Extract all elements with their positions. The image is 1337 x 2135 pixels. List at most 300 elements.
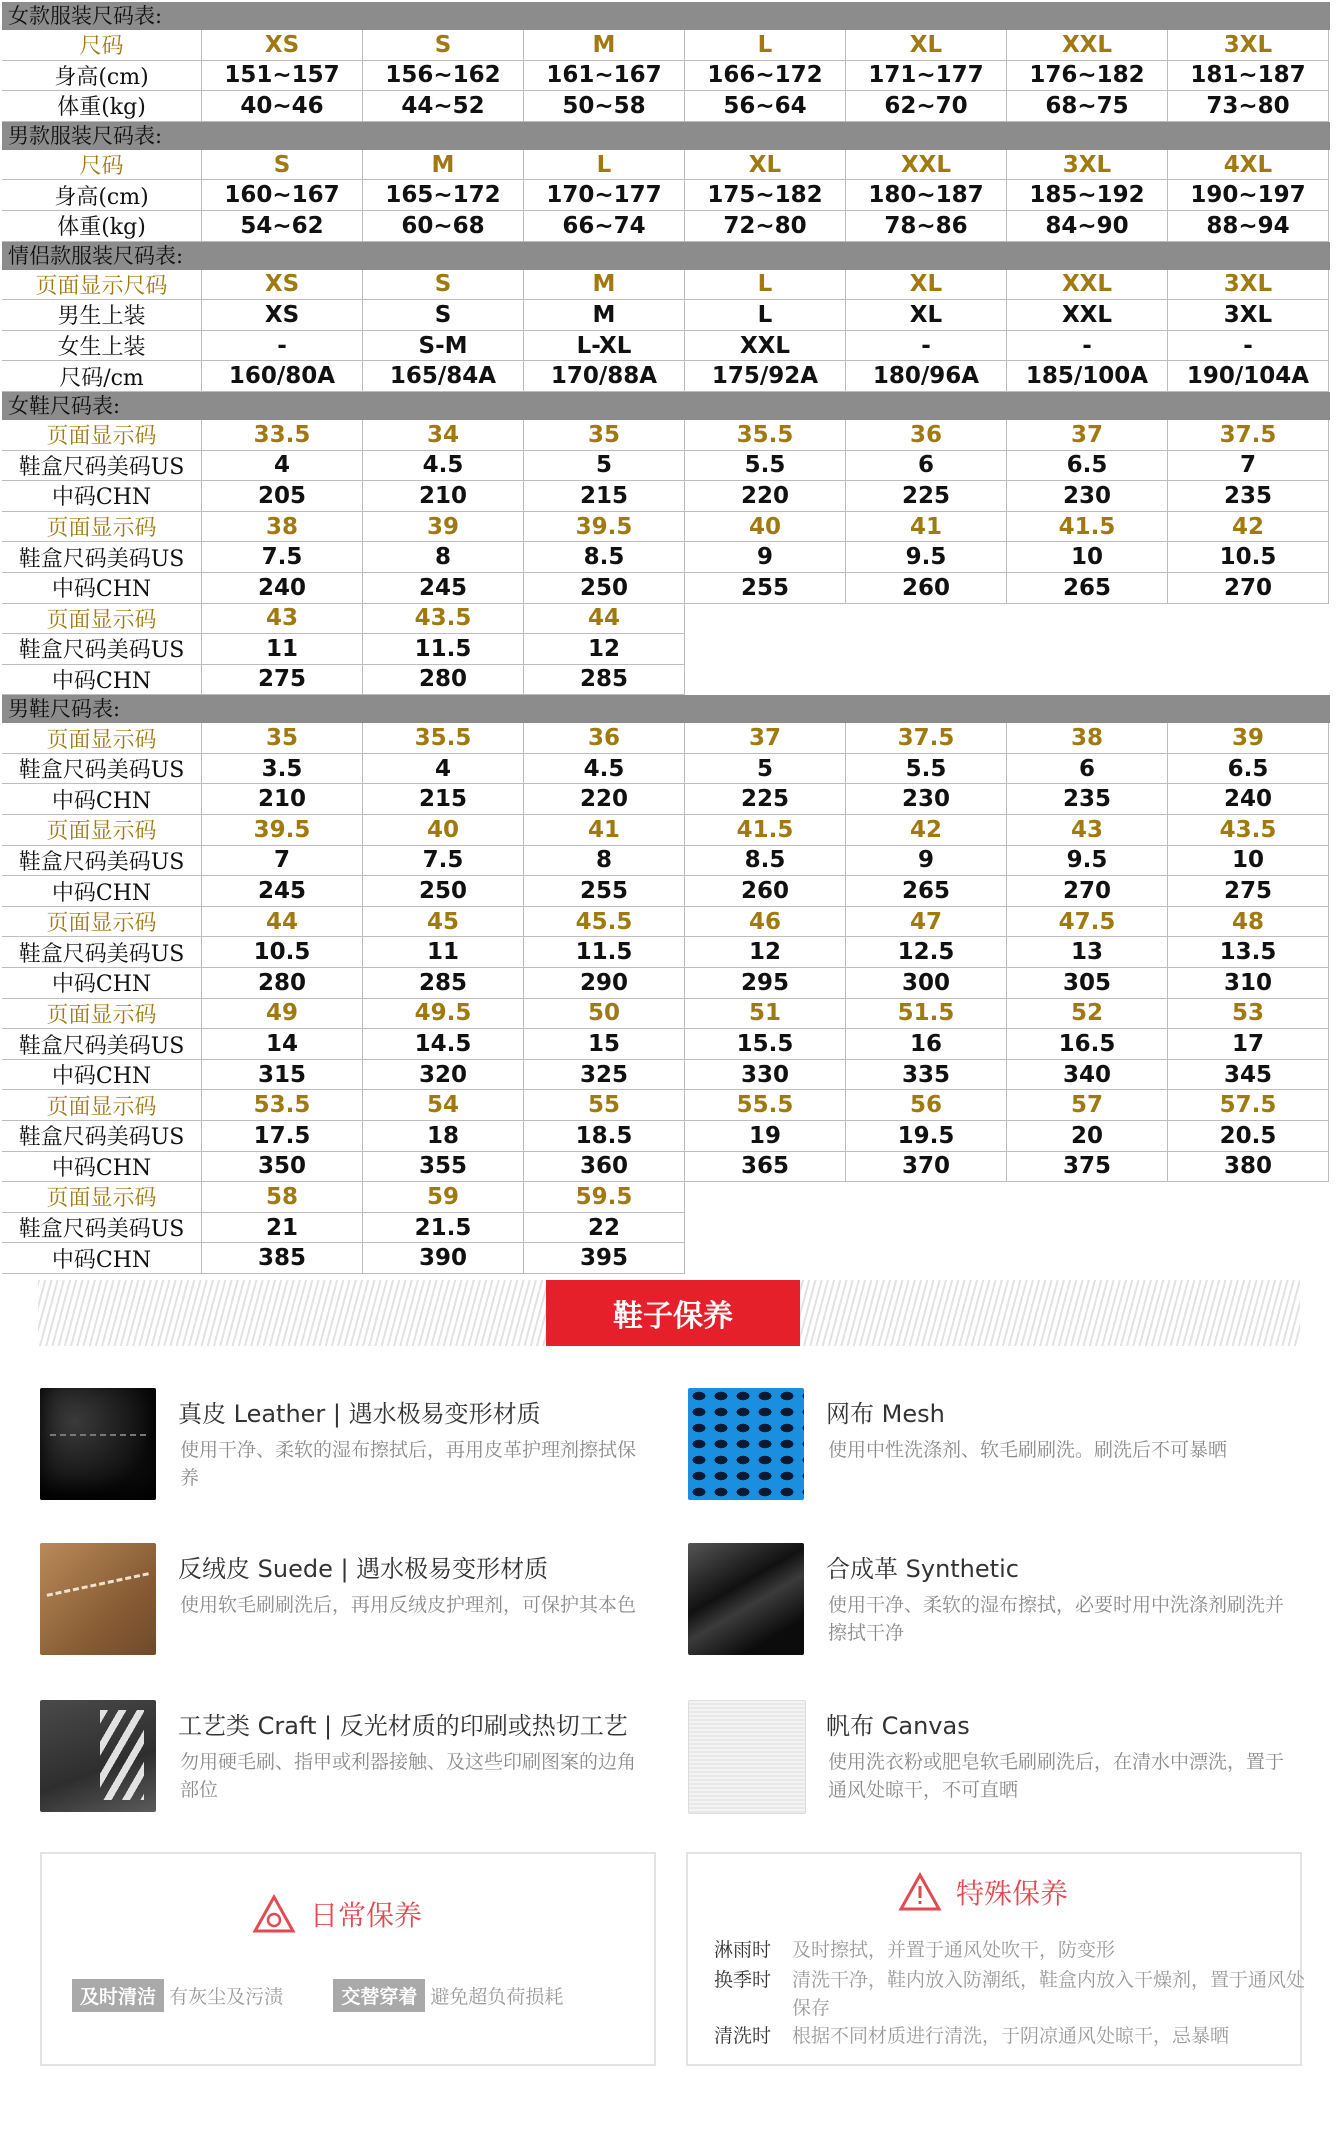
empty-cell (1007, 665, 1168, 696)
table-cell: 395 (524, 1243, 685, 1274)
table-cell: 56 (846, 1090, 1007, 1121)
row-label: 页面显示码 (2, 512, 202, 543)
table-cell: 35.5 (363, 723, 524, 754)
table-row (2, 1060, 1330, 1091)
table-row (2, 1243, 1330, 1274)
table-cell: 375 (1007, 1152, 1168, 1183)
table-cell: 310 (1168, 968, 1329, 999)
table-cell: 41 (524, 815, 685, 846)
care-title: 鞋子保养 (546, 1280, 800, 1346)
table-cell: 280 (202, 968, 363, 999)
table-cell: 7.5 (202, 542, 363, 573)
table-cell: 255 (685, 573, 846, 604)
row-label: 中码CHN (2, 1152, 202, 1183)
table-cell: 51 (685, 999, 846, 1030)
table-cell: 225 (685, 784, 846, 815)
table-cell: 3XL (1168, 270, 1329, 301)
table-cell: XL (685, 150, 846, 181)
table-cell: 330 (685, 1060, 846, 1091)
table-cell: 37.5 (846, 723, 1007, 754)
table-cell: 215 (363, 784, 524, 815)
table-cell: 21.5 (363, 1213, 524, 1244)
leather-texture-icon (40, 1388, 156, 1500)
row-label: 鞋盒尺码美码US (2, 1029, 202, 1060)
table-cell: 8.5 (685, 846, 846, 877)
table-cell: 161~167 (524, 61, 685, 92)
row-label: 鞋盒尺码美码US (2, 846, 202, 877)
empty-cell (685, 1243, 846, 1274)
material-desc: 使用干净、柔软的湿布擦拭后，再用皮革护理剂擦拭保养 (180, 1439, 637, 1489)
special-item (714, 2022, 1312, 2050)
daily-care-heading (252, 1894, 422, 1934)
table-cell: 6 (846, 451, 1007, 482)
table-cell: L-XL (524, 331, 685, 362)
table-row (2, 270, 1330, 301)
table-cell: 88~94 (1168, 211, 1329, 242)
table-cell: 385 (202, 1243, 363, 1274)
table-cell: 175/92A (685, 361, 846, 392)
table-cell: 235 (1168, 481, 1329, 512)
table-cell: XS (202, 270, 363, 301)
table-cell: XL (846, 300, 1007, 331)
table-cell: 355 (363, 1152, 524, 1183)
table-row (2, 907, 1330, 938)
row-label: 中码CHN (2, 665, 202, 696)
special-item-key: 换季时 (714, 1969, 772, 1991)
table-cell: 20 (1007, 1121, 1168, 1152)
table-cell: 35.5 (685, 420, 846, 451)
canvas-texture-icon (688, 1700, 806, 1814)
table-cell: 245 (363, 573, 524, 604)
special-item-value: 及时擦拭，并置于通风处吹干，防变形 (792, 1939, 1116, 1961)
table-row (2, 1090, 1330, 1121)
special-item-key: 淋雨时 (714, 1939, 772, 1961)
table-cell: 230 (1007, 481, 1168, 512)
table-cell: 260 (846, 573, 1007, 604)
table-cell: - (1007, 331, 1168, 362)
table-row (2, 937, 1330, 968)
table-cell: 300 (846, 968, 1007, 999)
table-cell: 280 (363, 665, 524, 696)
table-cell: 53 (1168, 999, 1329, 1030)
table-cell: 185/100A (1007, 361, 1168, 392)
table-cell: 156~162 (363, 61, 524, 92)
table-cell: S (202, 150, 363, 181)
table-cell: 9 (846, 846, 1007, 877)
table-cell: 325 (524, 1060, 685, 1091)
table-cell: 66~74 (524, 211, 685, 242)
material-title: 工艺类 Craft | 反光材质的印刷或热切工艺 (178, 1712, 628, 1740)
table-cell: 165~172 (363, 180, 524, 211)
table-cell: 58 (202, 1182, 363, 1213)
table-cell: 6.5 (1168, 754, 1329, 785)
table-cell: 7 (202, 846, 363, 877)
table-cell: 181~187 (1168, 61, 1329, 92)
empty-cell (1007, 604, 1168, 635)
table-cell: 68~75 (1007, 91, 1168, 122)
material-synthetic (688, 1543, 1308, 1663)
table-cell: 10 (1168, 846, 1329, 877)
table-row (2, 542, 1330, 573)
table-cell: 45 (363, 907, 524, 938)
table-cell: 3XL (1007, 150, 1168, 181)
table-cell: XS (202, 30, 363, 61)
table-cell: 36 (846, 420, 1007, 451)
table-cell: 13 (1007, 937, 1168, 968)
table-cell: 14.5 (363, 1029, 524, 1060)
table-cell: 4.5 (524, 754, 685, 785)
table-cell: 340 (1007, 1060, 1168, 1091)
empty-cell (685, 665, 846, 696)
table-cell: 49.5 (363, 999, 524, 1030)
row-label: 女生上装 (2, 331, 202, 362)
table-row (2, 361, 1330, 392)
table-cell: 20.5 (1168, 1121, 1329, 1152)
table-cell: 4XL (1168, 150, 1329, 181)
row-label: 页面显示码 (2, 1182, 202, 1213)
row-label: 中码CHN (2, 1243, 202, 1274)
table-cell: 215 (524, 481, 685, 512)
empty-cell (1007, 1213, 1168, 1244)
table-cell: 33.5 (202, 420, 363, 451)
table-cell: 6 (1007, 754, 1168, 785)
empty-cell (685, 604, 846, 635)
material-mesh (688, 1388, 1308, 1508)
table-cell: 3XL (1168, 300, 1329, 331)
table-cell: 35 (202, 723, 363, 754)
table-cell: 59.5 (524, 1182, 685, 1213)
table-cell: 185~192 (1007, 180, 1168, 211)
table-row (2, 300, 1330, 331)
table-cell: - (202, 331, 363, 362)
material-desc: 使用干净、柔软的湿布擦拭，必要时用中洗涤剂刷洗并擦拭干净 (828, 1594, 1285, 1644)
material-desc: 使用洗衣粉或肥皂软毛刷刷洗后，在清水中漂洗，置于通风处晾干，不可直晒 (828, 1751, 1285, 1801)
table-row (2, 451, 1330, 482)
row-label: 体重(kg) (2, 91, 202, 122)
table-cell: XXL (1007, 30, 1168, 61)
special-care-title: 特殊保养 (956, 1877, 1069, 1910)
empty-cell (846, 1243, 1007, 1274)
row-label: 鞋盒尺码美码US (2, 634, 202, 665)
table-cell: 275 (1168, 876, 1329, 907)
table-cell: S (363, 300, 524, 331)
special-item (714, 1966, 1312, 2022)
table-cell: 60~68 (363, 211, 524, 242)
table-cell: 38 (202, 512, 363, 543)
table-cell: XXL (1007, 300, 1168, 331)
table-cell: 15 (524, 1029, 685, 1060)
table-cell: 240 (1168, 784, 1329, 815)
table-cell: 176~182 (1007, 61, 1168, 92)
table-row (2, 634, 1330, 665)
table-row (2, 331, 1330, 362)
row-label: 男生上装 (2, 300, 202, 331)
table-cell: 315 (202, 1060, 363, 1091)
special-item-value: 根据不同材质进行清洗，于阴凉通风处晾干，忌暴晒 (792, 2025, 1230, 2047)
daily-care-tags (72, 1979, 563, 2012)
table-cell: 180~187 (846, 180, 1007, 211)
table-cell: L (685, 270, 846, 301)
table-cell: 57.5 (1168, 1090, 1329, 1121)
empty-cell (685, 1213, 846, 1244)
table-cell: 265 (846, 876, 1007, 907)
table-cell: 78~86 (846, 211, 1007, 242)
table-cell: M (524, 270, 685, 301)
table-cell: 18 (363, 1121, 524, 1152)
table-cell: 43 (202, 604, 363, 635)
table-cell: 4.5 (363, 451, 524, 482)
table-cell: 72~80 (685, 211, 846, 242)
table-cell: 245 (202, 876, 363, 907)
table-row (2, 573, 1330, 604)
table-cell: S (363, 270, 524, 301)
empty-cell (1007, 1182, 1168, 1213)
table-cell: 380 (1168, 1152, 1329, 1183)
table-cell: 47.5 (1007, 907, 1168, 938)
table-cell: 11.5 (363, 634, 524, 665)
table-cell: 41.5 (1007, 512, 1168, 543)
table-cell: 370 (846, 1152, 1007, 1183)
material-title: 帆布 Canvas (826, 1712, 970, 1740)
table-row (2, 784, 1330, 815)
table-cell: 175~182 (685, 180, 846, 211)
table-cell: 57 (1007, 1090, 1168, 1121)
tag-clean: 及时清洁 (72, 1979, 164, 2012)
table-cell: 160~167 (202, 180, 363, 211)
table-cell: 34 (363, 420, 524, 451)
table-cell: 55.5 (685, 1090, 846, 1121)
table-cell: 50~58 (524, 91, 685, 122)
row-label: 鞋盒尺码美码US (2, 754, 202, 785)
table-cell: 18.5 (524, 1121, 685, 1152)
table-row (2, 999, 1330, 1030)
table-cell: 42 (1168, 512, 1329, 543)
table-cell: 190~197 (1168, 180, 1329, 211)
table-cell: 275 (202, 665, 363, 696)
table-row (2, 61, 1330, 92)
table-cell: 54 (363, 1090, 524, 1121)
table-cell: 17 (1168, 1029, 1329, 1060)
table-cell: 39.5 (202, 815, 363, 846)
row-label: 页面显示码 (2, 907, 202, 938)
warning-triangle-icon (252, 1894, 296, 1934)
table-cell: XL (846, 270, 1007, 301)
row-label: 中码CHN (2, 1060, 202, 1091)
table-cell: M (524, 30, 685, 61)
table-cell: 360 (524, 1152, 685, 1183)
row-label: 页面显示码 (2, 604, 202, 635)
material-desc: 使用中性洗涤剂、软毛刷刷洗。刷洗后不可暴晒 (828, 1439, 1228, 1461)
row-label: 鞋盒尺码美码US (2, 937, 202, 968)
table-cell: 15.5 (685, 1029, 846, 1060)
table-cell: 40 (363, 815, 524, 846)
table-cell: 37 (685, 723, 846, 754)
row-label: 鞋盒尺码美码US (2, 1213, 202, 1244)
row-label: 页面显示码 (2, 1090, 202, 1121)
table-cell: 11 (202, 634, 363, 665)
table-cell: 4 (202, 451, 363, 482)
table-cell: 53.5 (202, 1090, 363, 1121)
special-item (714, 1936, 1312, 1964)
material-craft (40, 1700, 660, 1820)
material-desc: 勿用硬毛刷、指甲或利器接触、及这些印刷图案的边角部位 (180, 1751, 637, 1801)
table-cell: 10 (1007, 542, 1168, 573)
table-cell: 7.5 (363, 846, 524, 877)
table-cell: 3XL (1168, 30, 1329, 61)
row-label: 中码CHN (2, 876, 202, 907)
section-header: 男鞋尺码表: (2, 695, 1330, 723)
table-row (2, 180, 1330, 211)
material-leather (40, 1388, 660, 1508)
empty-cell (846, 604, 1007, 635)
table-row (2, 1121, 1330, 1152)
table-cell: 41.5 (685, 815, 846, 846)
row-label: 鞋盒尺码美码US (2, 542, 202, 573)
table-cell: 295 (685, 968, 846, 999)
table-row (2, 1152, 1330, 1183)
table-row (2, 211, 1330, 242)
table-cell: 255 (524, 876, 685, 907)
table-cell: XXL (1007, 270, 1168, 301)
table-cell: 48 (1168, 907, 1329, 938)
material-title: 真皮 Leather | 遇水极易变形材质 (178, 1400, 541, 1428)
table-cell: 37 (1007, 420, 1168, 451)
material-canvas (688, 1700, 1308, 1820)
table-cell: XXL (685, 331, 846, 362)
table-cell: 41 (846, 512, 1007, 543)
table-cell: 285 (524, 665, 685, 696)
daily-care-box (40, 1852, 656, 2066)
table-row (2, 723, 1330, 754)
table-cell: 250 (363, 876, 524, 907)
table-cell: 59 (363, 1182, 524, 1213)
row-label: 鞋盒尺码美码US (2, 451, 202, 482)
table-row (2, 846, 1330, 877)
craft-texture-icon (40, 1700, 156, 1812)
empty-cell (846, 634, 1007, 665)
table-cell: 5 (685, 754, 846, 785)
table-cell: 38 (1007, 723, 1168, 754)
table-cell: 52 (1007, 999, 1168, 1030)
material-title: 反绒皮 Suede | 遇水极易变形材质 (178, 1555, 549, 1583)
empty-cell (1168, 1213, 1329, 1244)
table-cell: 8 (524, 846, 685, 877)
row-label: 页面显示码 (2, 999, 202, 1030)
row-label: 身高(cm) (2, 61, 202, 92)
table-cell: 7 (1168, 451, 1329, 482)
table-cell: - (846, 331, 1007, 362)
row-label: 页面显示码 (2, 723, 202, 754)
table-cell: 6.5 (1007, 451, 1168, 482)
table-cell: 320 (363, 1060, 524, 1091)
table-cell: 205 (202, 481, 363, 512)
daily-care-title: 日常保养 (310, 1899, 423, 1932)
table-cell: 44 (202, 907, 363, 938)
section-header: 女款服装尺码表: (2, 2, 1330, 30)
suede-texture-icon (40, 1543, 156, 1655)
table-cell: 19 (685, 1121, 846, 1152)
table-cell: 12.5 (846, 937, 1007, 968)
row-label: 尺码/cm (2, 361, 202, 392)
table-cell: 260 (685, 876, 846, 907)
table-cell: 305 (1007, 968, 1168, 999)
table-cell: 270 (1168, 573, 1329, 604)
table-cell: 210 (363, 481, 524, 512)
tag-alternate-text: 避免超负荷损耗 (430, 1986, 564, 2008)
table-row (2, 754, 1330, 785)
table-cell: 390 (363, 1243, 524, 1274)
table-cell: 42 (846, 815, 1007, 846)
empty-cell (1168, 1182, 1329, 1213)
section-header: 男款服装尺码表: (2, 122, 1330, 150)
table-cell: 14 (202, 1029, 363, 1060)
table-cell: 73~80 (1168, 91, 1329, 122)
table-cell: - (1168, 331, 1329, 362)
table-cell: 270 (1007, 876, 1168, 907)
row-label: 尺码 (2, 30, 202, 61)
table-cell: 240 (202, 573, 363, 604)
table-cell: XXL (846, 150, 1007, 181)
table-cell: 49 (202, 999, 363, 1030)
table-row (2, 481, 1330, 512)
table-cell: 210 (202, 784, 363, 815)
empty-cell (846, 1213, 1007, 1244)
mesh-texture-icon (688, 1388, 804, 1500)
warning-icon (898, 1872, 942, 1912)
table-cell: 39.5 (524, 512, 685, 543)
row-label: 鞋盒尺码美码US (2, 1121, 202, 1152)
table-cell: 250 (524, 573, 685, 604)
table-cell: 56~64 (685, 91, 846, 122)
table-row (2, 512, 1330, 543)
table-cell: 171~177 (846, 61, 1007, 92)
table-cell: L (524, 150, 685, 181)
table-cell: 40~46 (202, 91, 363, 122)
table-cell: 39 (1168, 723, 1329, 754)
special-item-value: 清洗干净，鞋内放入防潮纸，鞋盒内放入干燥剂，置于通风处保存 (792, 1969, 1306, 2019)
empty-cell (846, 1182, 1007, 1213)
table-cell: 12 (685, 937, 846, 968)
table-cell: 51.5 (846, 999, 1007, 1030)
table-cell: 166~172 (685, 61, 846, 92)
table-cell: L (685, 30, 846, 61)
row-label: 中码CHN (2, 573, 202, 604)
table-cell: 345 (1168, 1060, 1329, 1091)
table-row (2, 876, 1330, 907)
row-label: 中码CHN (2, 784, 202, 815)
table-cell: 12 (524, 634, 685, 665)
row-label: 身高(cm) (2, 180, 202, 211)
table-cell: 45.5 (524, 907, 685, 938)
empty-cell (685, 1182, 846, 1213)
table-cell: 10.5 (1168, 542, 1329, 573)
table-cell: 190/104A (1168, 361, 1329, 392)
table-cell: 40 (685, 512, 846, 543)
table-cell: 180/96A (846, 361, 1007, 392)
table-cell: 10.5 (202, 937, 363, 968)
table-cell: 365 (685, 1152, 846, 1183)
table-row (2, 604, 1330, 635)
table-cell: 285 (363, 968, 524, 999)
table-cell: 17.5 (202, 1121, 363, 1152)
row-label: 中码CHN (2, 481, 202, 512)
table-cell: 170/88A (524, 361, 685, 392)
empty-cell (846, 665, 1007, 696)
table-cell: 4 (363, 754, 524, 785)
table-cell: 5.5 (685, 451, 846, 482)
empty-cell (1007, 634, 1168, 665)
table-cell: 37.5 (1168, 420, 1329, 451)
